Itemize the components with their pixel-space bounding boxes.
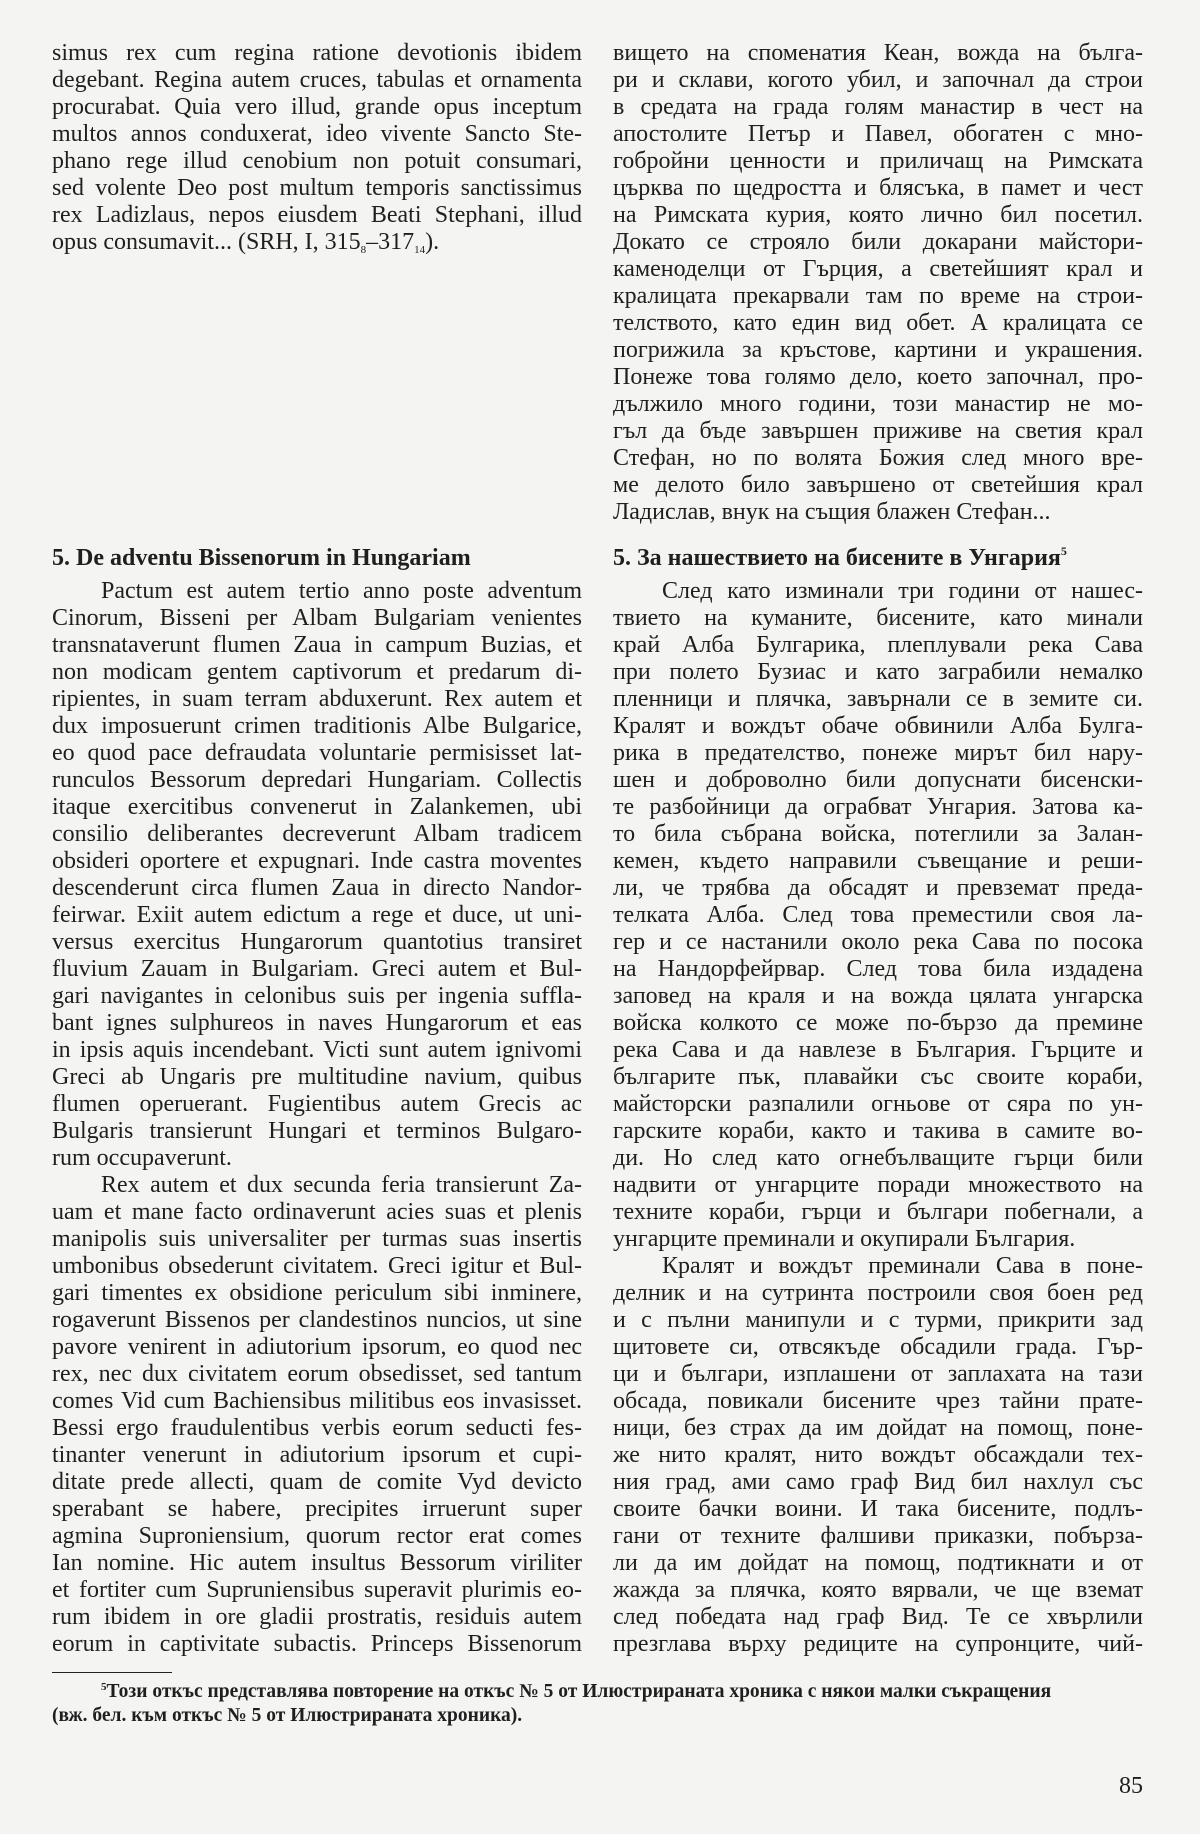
bulgarian-text-line: дължило много години, този манастир не мо- (613, 391, 1143, 417)
left-column-body (52, 578, 582, 1658)
latin-text-line: obsideri oportere et expugnari. Inde castra moventes (52, 848, 582, 874)
latin-text-line: rex, nec dux civitatem eorum obsedisset, sed tantum (52, 1361, 582, 1387)
latin-text-line: consilio deliberantes decreverunt Albam tradicem (52, 821, 582, 847)
citation-end: ). (425, 229, 440, 255)
bulgarian-text-line: ди. Но след като огнебълващите гърци били (613, 1145, 1143, 1171)
bulgarian-text-line: ме делото било завършено от светейшия крал (613, 472, 1143, 498)
latin-text-line: dux imposuerunt crimen traditionis Albe Bulgarice, (52, 713, 582, 739)
latin-text-line: eo quod pace defraudata voluntarie permisisset lat- (52, 740, 582, 766)
latin-text-line: versus exercitus Hungarorum quantotius transiret (52, 929, 582, 955)
latin-text-line: eorum in captivitate subactis. Princeps Bissenorum (52, 1631, 582, 1657)
bulgarian-text-line: то била събрана войска, потеглили за Залан- (613, 821, 1143, 847)
footnote-line-1 (52, 1680, 1144, 1704)
latin-text-line: Rex autem et dux secunda feria transierunt Za- (101, 1172, 582, 1198)
latin-text-line: agmina Suproniensium, quorum rector erat comes (52, 1523, 582, 1549)
bulgarian-text-line: ния град, ами само граф Вид бил нахлул със (613, 1469, 1143, 1495)
latin-text-line: umbonibus obsederunt civitatem. Greci igitur et Bul- (52, 1253, 582, 1279)
latin-text-line: feirwar. Exiit autem edictum a rege et duce, ut uni- (52, 902, 582, 928)
latin-text-line: Pactum est autem tertio anno poste adventum (101, 578, 582, 604)
citation-sub-1: 8 (360, 244, 367, 256)
bulgarian-text-line: щитовете си, отвсякъде обсадили града. Гър- (613, 1334, 1143, 1360)
bulgarian-text-line: те разбойници да ограбват Унгария. Затова ка- (613, 794, 1143, 820)
bulgarian-paragraph-1 (613, 578, 1143, 1253)
bulgarian-text-line: телството, като един вид обет. А кралицата се (613, 310, 1143, 336)
bulgarian-text-line: телката Алба. След това преместили своя ла- (613, 902, 1143, 928)
latin-text-line: gari timentes ex obsidione periculum sibi inminere, (52, 1280, 582, 1306)
bulgarian-text-line: своите бачки воини. И така бисените, подлъ- (613, 1496, 1143, 1522)
latin-text-line: rex Ladizlaus, nepos eiusdem Beati Stephani, illud (52, 202, 582, 228)
bulgarian-text-line: пленници и плячка, завърнали се в земите си. (613, 686, 1143, 712)
latin-text-line: rum occupaverunt. (52, 1145, 232, 1171)
bulgarian-text-line: ници, без страх да им дойдат на помощ, поне- (613, 1415, 1143, 1441)
latin-text-line: uam et mane facto ordinaverunt acies suas et plenis (52, 1199, 582, 1225)
right-column-body (613, 578, 1143, 1658)
latin-text-line: Ian nomine. Hic autem insultus Bessorum viriliter (52, 1550, 582, 1576)
right-column-intro (613, 40, 1143, 526)
bulgarian-text-line: твието на куманите, бисените, като минали (613, 605, 1143, 631)
latin-text-line: gari navigantes in celonibus suis per ingenia suffla- (52, 983, 582, 1009)
bulgarian-text-line: Ладислав, внук на същия блажен Стефан... (613, 499, 1051, 525)
latin-text-line: simus rex cum regina ratione devotionis ibidem (52, 40, 582, 66)
latin-text-line: sperabant se habere, precipites irruerunt super (52, 1496, 582, 1522)
bulgarian-text-line: ци и българи, изплашени от заплахата на тази (613, 1361, 1143, 1387)
footnote-line-1-text: Този откъс представлява повторение на откъс № 5 от Илюстрираната хроника с някои малки съкращения (106, 1681, 1052, 1702)
bulgarian-text-line: при полето Бузиас и като заграбили немалко (613, 659, 1143, 685)
bulgarian-text-line: ли, че трябва да обсадят и превземат преда- (613, 875, 1143, 901)
footnote (52, 1680, 1144, 1728)
bulgarian-text-line: в средата на града голям манастир в чест на (613, 94, 1143, 120)
latin-text-line: Bessi ergo fraudulentibus verbis eorum seducti fes- (52, 1415, 582, 1441)
latin-text-line: phano rege illud cenobium non potuit consumari, (52, 148, 582, 174)
bulgarian-text-line: гъл да бъде завършен приживе на светия крал (613, 418, 1143, 444)
bulgarian-text-line: гер и се настанили около река Сава по посока (613, 929, 1143, 955)
section-heading-bulgarian-text: 5. За нашествието на бисените в Унгария (613, 545, 1061, 571)
page-number: 85 (1119, 1773, 1143, 1799)
latin-text-line: in ipsis aquis incendebant. Victi sunt autem ignivomi (52, 1037, 582, 1063)
bulgarian-text-line: шен и доброволно били допуснати бисенски- (613, 767, 1143, 793)
bulgarian-text-line: кралицата прекарвали там по време на строи- (613, 283, 1143, 309)
footnote-rule (52, 1672, 172, 1673)
left-column-intro (52, 40, 582, 256)
bulgarian-text-line: унгарците преминали и окупирали България. (613, 1226, 1076, 1252)
bulgarian-text-line: край Алба Булгарика, плеплували река Сава (613, 632, 1143, 658)
latin-text-line: fluvium Zauam in Bulgariam. Greci autem et Bul- (52, 956, 582, 982)
citation-line (52, 229, 582, 256)
footnote-line-2: (вж. бел. към откъс № 5 от Илюстрираната хроника). (52, 1705, 523, 1726)
bulgarian-text-line: презглава върху редиците на супронците, чий- (613, 1631, 1143, 1657)
latin-text-line: pavore venirent in adiutorium ipsorum, eo quod nec (52, 1334, 582, 1360)
footnote-marker: 5 (101, 1681, 107, 1693)
latin-paragraph-1 (52, 578, 582, 1172)
bulgarian-text-line: Кралят и вождът обаче обвинили Алба Булга- (613, 713, 1143, 739)
bulgarian-text-line: погрижила за кръстове, картини и украшения. (613, 337, 1143, 363)
latin-text-line: manipolis suis universaliter per turmas suas insertis (52, 1226, 582, 1252)
bulgarian-text-line: апостолите Петър и Павел, обогатен с мно- (613, 121, 1143, 147)
bulgarian-text-line: гани от техните фалшиви приказки, побърза- (613, 1523, 1143, 1549)
bulgarian-text-line: ли да им дойдат на помощ, подтикнати и от (613, 1550, 1143, 1576)
bulgarian-text-line: След като изминали три години от нашес- (662, 578, 1143, 604)
bulgarian-text-line: вището на споменатия Кеан, вожда на бълга- (613, 40, 1143, 66)
bulgarian-text-line: жажда за плячка, която вярвали, че ще вземат (613, 1577, 1143, 1603)
latin-text-line: descenderunt circa flumen Zaua in directo Nandor- (52, 875, 582, 901)
bulgarian-text-line: църква по щедростта и блясъка, в памет и чест (613, 175, 1143, 201)
bulgarian-text-line: гобройни ценности и приличащ на Римската (613, 148, 1143, 174)
section-heading-latin (52, 544, 471, 572)
latin-text-line: Cinorum, Bisseni per Albam Bulgariam venientes (52, 605, 582, 631)
latin-text-line: flumen operuerant. Fugientibus autem Grecis ac (52, 1091, 582, 1117)
latin-text-line: non modicam gentem captivorum et predarum di- (52, 659, 582, 685)
latin-text-line: ripientes, in suam terram abduxerunt. Rex autem et (52, 686, 582, 712)
latin-text-line: sed volente Deo post multum temporis sanctissimus (52, 175, 582, 201)
bulgarian-text-line: и с пълни манипули и с турми, прикрити зад (613, 1307, 1143, 1333)
latin-text-line: Bulgaris transierunt Hungari et terminos Bulgaro- (52, 1118, 582, 1144)
latin-text-line: bant ignes sulphureos in naves Hungarorum et eas (52, 1010, 582, 1036)
latin-text-line: degebant. Regina autem cruces, tabulas et ornamenta (52, 67, 582, 93)
bulgarian-text-line: кемен, където направили съвещание и реши- (613, 848, 1143, 874)
bulgarian-text-line: войска колкото се може по-бързо да премине (613, 1010, 1143, 1036)
citation-mid: –317 (366, 229, 415, 255)
bulgarian-text-line: гарските кораби, както и такива в самите во- (613, 1118, 1143, 1144)
latin-text-line: Greci ab Ungaris pre multitudine navium, quibus (52, 1064, 582, 1090)
bulgarian-text-line: надвити от унгарците поради множеството на (613, 1172, 1143, 1198)
bulgarian-text-line: майсторски разпалили огньове от сяра по ун- (613, 1091, 1143, 1117)
citation-sub-2: 14 (414, 244, 426, 256)
bulgarian-text-line: каменоделци от Гърция, а светейшият крал и (613, 256, 1143, 282)
latin-text-line: et fortiter cum Supruniensibus superavit plurimis eo- (52, 1577, 582, 1603)
latin-text-line: itaque exercitibus convenerut in Zalankemen, ubi (52, 794, 582, 820)
latin-text-line: procurabat. Quia vero illud, grande opus inceptum (52, 94, 582, 120)
latin-text-line: comes Vid cum Bachiensibus militibus eos invasisset. (52, 1388, 582, 1414)
latin-paragraph-2 (52, 1172, 582, 1658)
bulgarian-paragraph-2 (613, 1253, 1143, 1658)
bulgarian-text-line: Кралят и вождът преминали Сава в поне- (662, 1253, 1143, 1279)
latin-text-line: runculos Bessorum depredari Hungariam. Collectis (52, 767, 582, 793)
latin-text-line: rum ibidem in ore gladii prostratis, residuis autem (52, 1604, 582, 1630)
bulgarian-text-line: на Нандорфейрвар. След това била издадена (613, 956, 1143, 982)
latin-text-line: multos annos conduxerat, ideo vivente Sancto Ste- (52, 121, 582, 147)
bulgarian-text-line: техните кораби, гърци и българи побегнали, а (613, 1199, 1143, 1225)
bulgarian-text-line: Стефан, но по волята Божия след много вре- (613, 445, 1143, 471)
bulgarian-text-line: Понеже това голямо дело, което започнал, про- (613, 364, 1143, 390)
latin-text-line: transnataverunt flumen Zaua in campum Buzias, et (52, 632, 582, 658)
bulgarian-text-line: обсада, повикали бисените чрез тайни прате- (613, 1388, 1143, 1414)
footnote-reference[interactable]: 5 (1060, 544, 1067, 558)
section-heading-latin-text: 5. De adventu Bissenorum in Hungariam (52, 545, 471, 571)
latin-text-line: tinanter venerunt in adiutorium ipsorum et cupi- (52, 1442, 582, 1468)
bulgarian-text-line: река Сава и да навлезе в България. Гърците и (613, 1037, 1143, 1063)
latin-text-line: ditate prede allecti, quam de comite Vyd devicto (52, 1469, 582, 1495)
bulgarian-text-line: же нито кралят, нито вождът обсаждали тех- (613, 1442, 1143, 1468)
citation-text: opus consumavit... (SRH, I, 315 (52, 229, 361, 255)
bulgarian-text-line: българите пък, плавайки със своите кораби, (613, 1064, 1143, 1090)
bulgarian-text-line: Докато се строяло били докарани майстори- (613, 229, 1143, 255)
latin-text-line: rogaverunt Bissenos per clandestinos nuncios, ut sine (52, 1307, 582, 1333)
bulgarian-text-line: на Римската курия, която лично бил посетил. (613, 202, 1143, 228)
bulgarian-text-line: рика в предателство, понеже мирът бил нару- (613, 740, 1143, 766)
bulgarian-text-line: заповед на краля и на вожда цялата унгарска (613, 983, 1143, 1009)
bulgarian-text-line: след победата над граф Вид. Те се хвърлили (613, 1604, 1143, 1630)
bulgarian-text-line: делник и на сутринта построили своя боен ред (613, 1280, 1143, 1306)
section-heading-bulgarian (613, 544, 1067, 572)
bulgarian-text-line: ри и склави, когото убил, и започнал да строи (613, 67, 1143, 93)
